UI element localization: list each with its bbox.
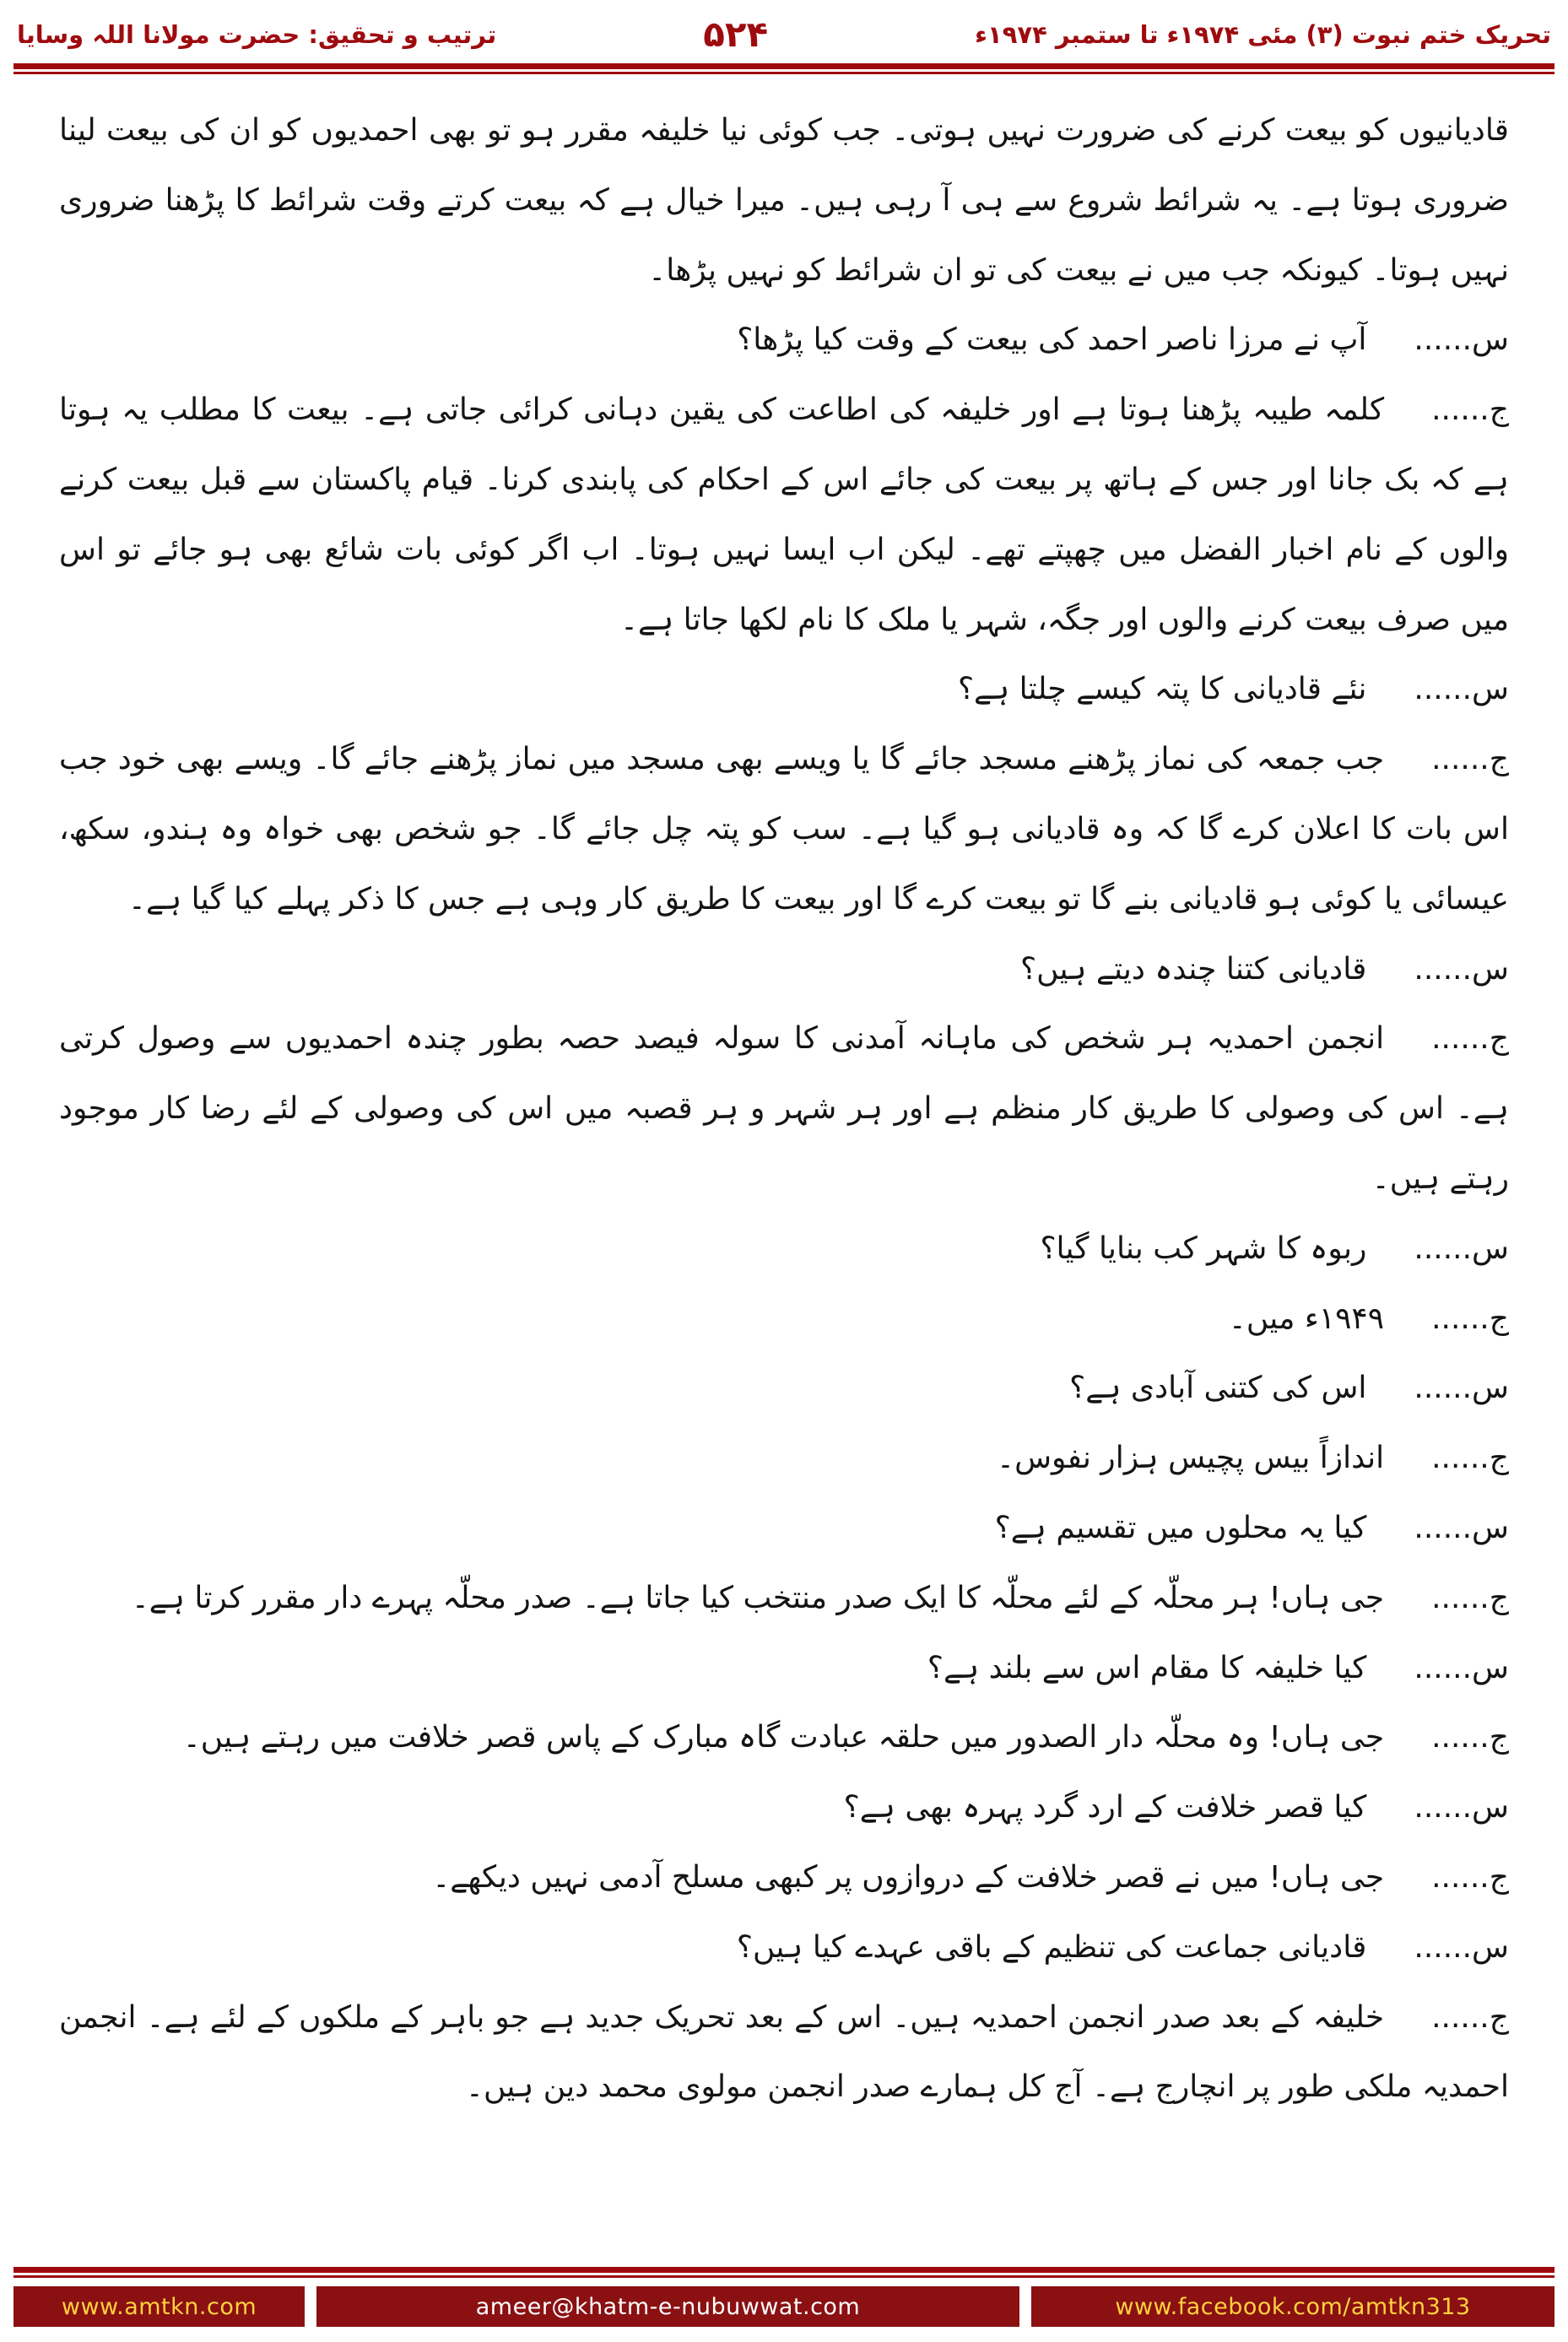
- footer-website-link: www.amtkn.com: [14, 2286, 305, 2327]
- answer-marker: ج......: [1431, 1720, 1509, 1755]
- question-marker: س......: [1414, 322, 1509, 358]
- answer-text: کلمہ طیبہ پڑھنا ہوتا ہے اور خلیفہ کی اطاعت کی یقین دہانی کرائی جاتی ہے۔ بیعت کا مطلب یہ ہوتا ہے کہ بک جانا اور جس کے ہاتھ پر بیعت کی جائے اس کے احکام کی پابندی کرنا۔ قیام پاکستان سے قبل بیعت کرنے والوں کے نام اخبار الفضل میں چھپتے تھے۔ لیکن اب ایسا نہیں ہوتا۔ اب اگر کوئی بات شائع بھی ہو جائے تو اس میں صرف بیعت کرنے والوں اور جگہ، شہر یا ملک کا نام لکھا جاتا ہے۔: [59, 392, 1509, 637]
- question-marker: س......: [1414, 672, 1509, 707]
- answer-block: [59, 1703, 1509, 1773]
- question-text: اس کی کتنی آبادی ہے؟: [1069, 1371, 1367, 1406]
- answer-text: جی ہاں! میں نے قصر خلافت کے دروازوں پر کبھی مسلح آدمی نہیں دیکھے۔: [432, 1859, 1385, 1895]
- page-number: ۵۲۴: [703, 14, 769, 55]
- question-text: کیا خلیفہ کا مقام اس سے بلند ہے؟: [927, 1650, 1367, 1685]
- question-marker: س......: [1414, 1510, 1509, 1545]
- question-marker: س......: [1414, 1371, 1509, 1406]
- answer-marker: ج......: [1431, 1999, 1509, 2035]
- question-block: [59, 1214, 1509, 1285]
- question-text: قادیانی جماعت کی تنظیم کے باقی عہدے کیا ہیں؟: [736, 1929, 1367, 1965]
- answer-text: جی ہاں! ہر محلّہ کے لئے محلّہ کا ایک صدر منتخب کیا جاتا ہے۔ صدر محلّہ پہرے دار مقرر کرتا ہے۔: [131, 1580, 1385, 1615]
- answer-marker: ج......: [1431, 392, 1509, 428]
- question-text: نئے قادیانی کا پتہ کیسے چلتا ہے؟: [957, 672, 1367, 707]
- page-footer: [0, 2267, 1568, 2327]
- answer-text: جب جمعہ کی نماز پڑھنے مسجد جائے گا یا ویسے بھی مسجد میں نماز پڑھنے جائے گا۔ ویسے بھی خود جب اس بات کا اعلان کرے گا کہ وہ قادیانی ہو گیا ہے۔ سب کو پتہ چل جائے گا۔ جو شخص بھی خواہ وہ ہندو، سکھ، عیسائی یا کوئی ہو قادیانی بنے گا تو بیعت کرے گا اور بیعت کا طریق کار وہی ہے جس کا ذکر پہلے کیا گیا ہے۔: [59, 742, 1509, 917]
- answer-block: [59, 1004, 1509, 1214]
- answer-marker: ج......: [1431, 1441, 1509, 1476]
- question-block: [59, 935, 1509, 1005]
- question-marker: س......: [1414, 1929, 1509, 1965]
- answer-block: [59, 1843, 1509, 1913]
- footer-rule: [14, 2267, 1554, 2278]
- answer-text: خلیفہ کے بعد صدر انجمن احمدیہ ہیں۔ اس کے بعد تحریک جدید ہے جو باہر کے ملکوں کے لئے ہے۔ انجمن احمدیہ ملکی طور پر انچارج ہے۔ آج کل ہمارے صدر انجمن مولوی محمد دین ہیں۔: [59, 1999, 1509, 2105]
- question-text: ربوہ کا شہر کب بنایا گیا؟: [1040, 1230, 1367, 1266]
- answer-text: ۱۹۴۹ء میں۔: [1228, 1301, 1385, 1336]
- answer-block: [59, 1424, 1509, 1494]
- answer-text: اندازاً بیس پچیس ہزار نفوس۔: [997, 1441, 1385, 1476]
- question-block: [59, 1773, 1509, 1843]
- page-header: [0, 0, 1568, 60]
- answer-marker: ج......: [1431, 1301, 1509, 1336]
- header-rule: [14, 63, 1554, 74]
- paragraph-text: قادیانیوں کو بیعت کرنے کی ضرورت نہیں ہوتی۔ جب کوئی نیا خلیفہ مقرر ہو تو بھی احمدیوں کو ان کی بیعت لینا ضروری ہوتا ہے۔ یہ شرائط شروع سے ہی آ رہی ہیں۔ میرا خیال ہے کہ بیعت کرتے وقت شرائط کا پڑھنا ضروری نہیں ہوتا۔ کیونکہ جب میں نے بیعت کی تو ان شرائط کو نہیں پڑھا۔: [59, 113, 1509, 288]
- question-text: کیا یہ محلوں میں تقسیم ہے؟: [994, 1510, 1367, 1545]
- question-block: [59, 1634, 1509, 1704]
- footer-facebook-link: www.facebook.com/amtkn313: [1031, 2286, 1554, 2327]
- answer-block: [59, 1564, 1509, 1634]
- question-block: [59, 1913, 1509, 1983]
- answer-marker: ج......: [1431, 1021, 1509, 1057]
- header-volume-title: تحریک ختم نبوت (۳) مئی ۱۹۷۴ء تا ستمبر ۱۹۷۴ء: [975, 19, 1551, 49]
- question-block: [59, 1354, 1509, 1424]
- answer-marker: ج......: [1431, 1859, 1509, 1895]
- footer-email-address: ameer@khatm-e-nubuwwat.com: [316, 2286, 1019, 2327]
- page-body-text: [0, 74, 1568, 2123]
- answer-block: [59, 1285, 1509, 1355]
- answer-text: جی ہاں! وہ محلّہ دار الصدور میں حلقہ عبادت گاہ مبارک کے پاس قصر خلافت میں رہتے ہیں۔: [182, 1720, 1385, 1755]
- question-block: [59, 655, 1509, 725]
- question-block: [59, 1494, 1509, 1564]
- question-text: قادیانی کتنا چندہ دیتے ہیں؟: [1019, 951, 1367, 987]
- answer-marker: ج......: [1431, 742, 1509, 777]
- question-marker: س......: [1414, 951, 1509, 987]
- answer-block: [59, 725, 1509, 934]
- header-editor-title: ترتیب و تحقیق: حضرت مولانا اللہ وسایا: [17, 19, 497, 49]
- answer-block: [59, 376, 1509, 655]
- footer-bars: [14, 2286, 1554, 2327]
- question-block: [59, 306, 1509, 376]
- answer-block: [59, 1983, 1509, 2123]
- question-marker: س......: [1414, 1790, 1509, 1825]
- paragraph-continuation: [59, 96, 1509, 306]
- answer-marker: ج......: [1431, 1580, 1509, 1615]
- question-marker: س......: [1414, 1650, 1509, 1685]
- question-text: آپ نے مرزا ناصر احمد کی بیعت کے وقت کیا پڑھا؟: [737, 322, 1367, 358]
- question-text: کیا قصر خلافت کے ارد گرد پہرہ بھی ہے؟: [843, 1790, 1367, 1825]
- answer-text: انجمن احمدیہ ہر شخص کی ماہانہ آمدنی کا سولہ فیصد حصہ بطور چندہ احمدیوں سے وصول کرتی ہے۔ اس کی وصولی کا طریق کار منظم ہے اور ہر شہر و ہر قصبہ میں اس کی وصولی کے لئے رضا کار موجود رہتے ہیں۔: [59, 1021, 1509, 1196]
- question-marker: س......: [1414, 1230, 1509, 1266]
